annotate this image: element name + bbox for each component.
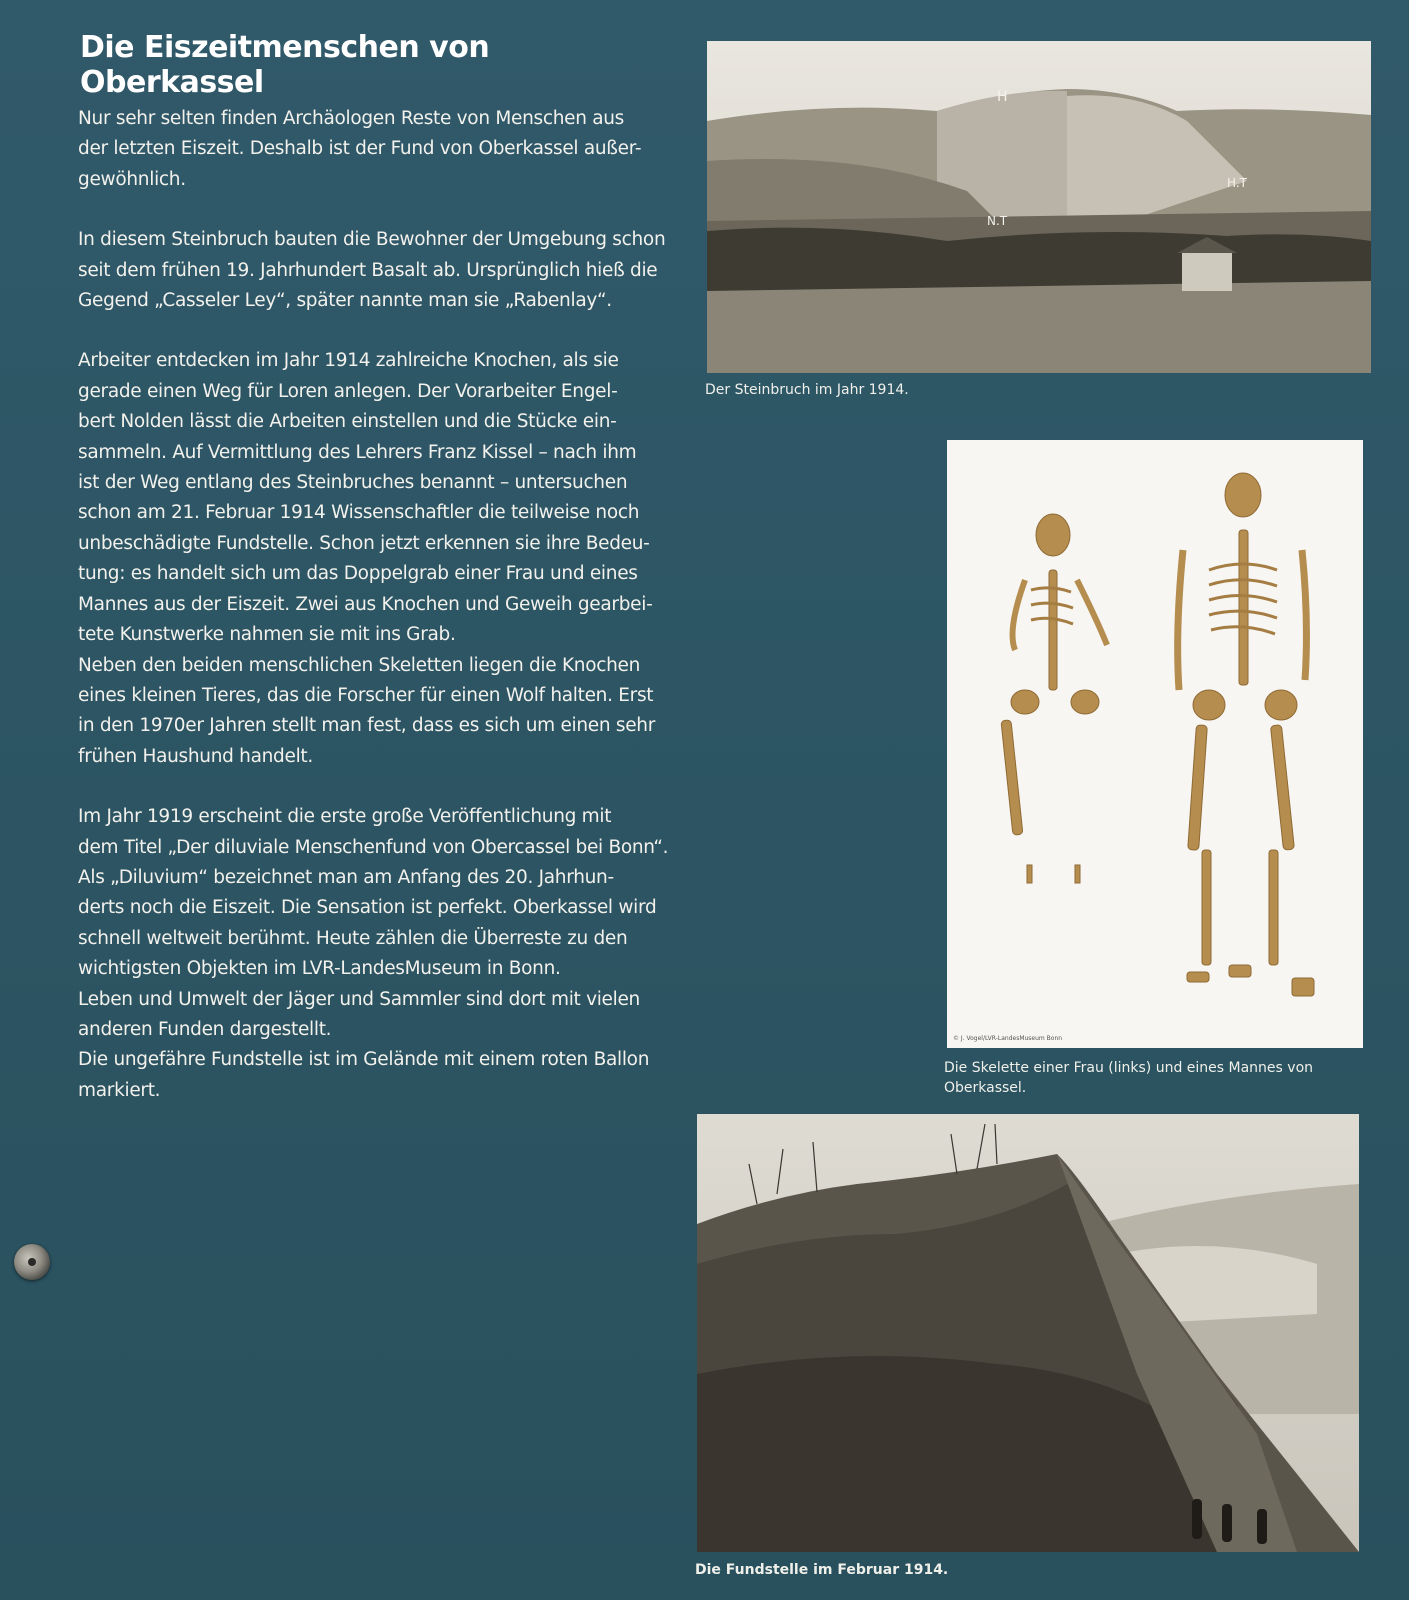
skeletons-photo-image bbox=[947, 440, 1363, 1048]
paragraph-publication: Im Jahr 1919 erscheint die erste große Veröffentlichung mit dem Titel „Der diluviale Menschenfund von Obercassel bei Bonn“. Als „Diluvium“ bezeichnet man am Anfang des 20. Jahrhun- derts noch die Eiszeit. Die Sensation ist perfekt. Oberkassel wird schnell weltweit berühmt. Heute zählen die Überreste zu den wichtigsten Objekten im LVR-LandesMuseum in Bonn. bbox=[78, 806, 669, 980]
paragraph-discovery: Arbeiter entdecken im Jahr 1914 zahlreiche Knochen, als sie gerade einen Weg für Loren anlegen. Der Vorarbeiter Engel- bert Nolden lässt die Arbeiten einstellen und die Stücke ein- sammeln. Auf Vermittlung des Lehrers Franz Kissel – nach ihm ist der Weg entlang des Steinbruches benannt – untersuchen schon am 21. Februar 1914 Wissenschaftler die teilweise noch unbeschädigte Fundstelle. Schon jetzt erkennen sie ihre Bedeu- tung: es handelt sich um das Doppelgrab einer Frau und eines Mannes aus der Eiszeit. Zwei aus Knochen und Geweih gearbei- tete Kunstwerke nahmen sie mit ins Grab. bbox=[78, 350, 653, 646]
skeletons-caption: Die Skelette einer Frau (links) und eines Mannes von Oberkassel. bbox=[944, 1060, 1314, 1096]
quarry-photo-image bbox=[707, 41, 1371, 373]
photo-credit: © J. Vogel/LVR-LandesMuseum Bonn bbox=[953, 1035, 1063, 1042]
site-photo bbox=[697, 1114, 1359, 1552]
paragraph-intro: Nur sehr selten finden Archäologen Reste von Menschen aus der letzten Eiszeit. Deshalb ist der Fund von Oberkassel außer- gewöhnlich. bbox=[78, 108, 642, 190]
man-spine bbox=[1239, 530, 1248, 685]
quarry-caption: Der Steinbruch im Jahr 1914. bbox=[705, 382, 909, 398]
site-caption: Die Fundstelle im Februar 1914. bbox=[695, 1562, 949, 1578]
site-photo-image bbox=[697, 1114, 1359, 1552]
page-title: Die Eiszeitmenschen von Oberkassel bbox=[80, 30, 490, 100]
paragraph-quarry: In diesem Steinbruch bauten die Bewohner der Umgebung schon seit dem frühen 19. Jahrhundert Basalt ab. Ursprünglich hieß die Gegend „Casseler Ley“, später nannte man sie „Rabenlay“. bbox=[78, 229, 666, 312]
mounting-screw bbox=[14, 1244, 50, 1280]
man-skull bbox=[1225, 473, 1261, 517]
quarry-label-nt: N.T bbox=[987, 214, 1008, 228]
paragraph-museum: Leben und Umwelt der Jäger und Sammler sind dort mit vielen anderen Funden dargestellt. bbox=[78, 988, 640, 1040]
paragraph-dog: Neben den beiden menschlichen Skeletten liegen die Knochen eines kleinen Tieres, das die Forscher für einen Wolf halten. Erst in den 1970er Jahren stellt man fest, dass es sich um einen sehr frühen Haushund handelt. bbox=[78, 654, 656, 767]
woman-skull bbox=[1036, 514, 1070, 556]
quarry-label-ht: H.T bbox=[1227, 176, 1247, 190]
paragraph-balloon: Die ungefähre Fundstelle ist im Gelände mit einem roten Ballon markiert. bbox=[78, 1049, 650, 1101]
quarry-label-h: H bbox=[997, 89, 1008, 105]
skeletons-photo bbox=[947, 440, 1363, 1048]
body-text bbox=[78, 104, 678, 1106]
quarry-photo bbox=[707, 41, 1371, 373]
